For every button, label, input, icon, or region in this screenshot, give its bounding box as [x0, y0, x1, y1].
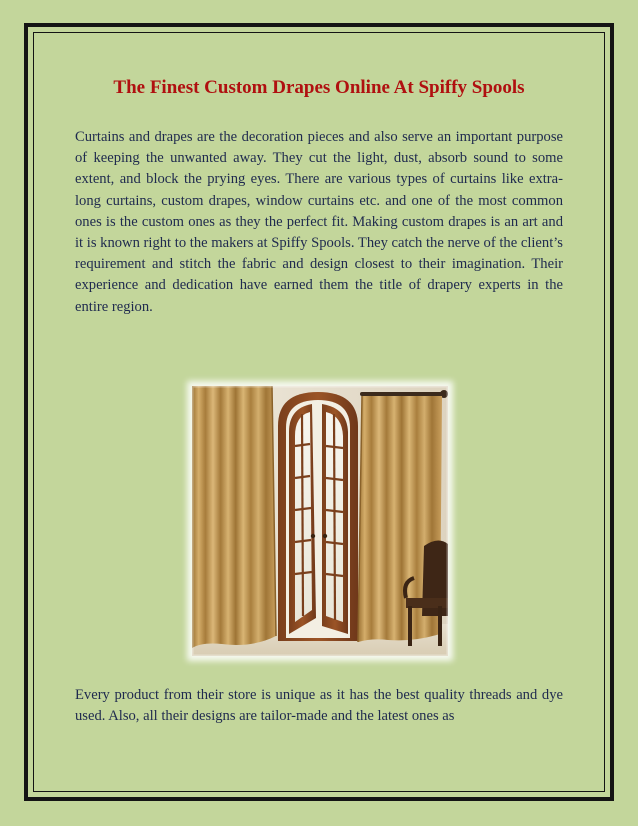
page-title: The Finest Custom Drapes Online At Spiffy Spools	[113, 77, 525, 98]
drapes-photo	[192, 386, 448, 656]
body-paragraph-intro: Curtains and drapes are the decoration pieces and also serve an important purpose of keeping the unwanted away. They cut the light, dust, absorb sound to some extent, and block the prying eyes. There are various types of curtains like extra-long curtains, custom drapes, window curtains etc. and one of the most common ones is the custom ones as they the perfect fit. Making custom drapes is an art and it is known right to the makers at Spiffy Spools. They catch the nerve of the client’s requirement and stitch the fabric and design closest to their imagination. Their experience and dedication have earned them the title of drapery experts in the entire region.	[75, 129, 563, 315]
body-paragraph-products: Every product from their store is unique as it has the best quality threads and dye used. Also, all their designs are tailor-made and the latest ones as	[75, 687, 563, 725]
drapes-illustration	[192, 386, 448, 656]
